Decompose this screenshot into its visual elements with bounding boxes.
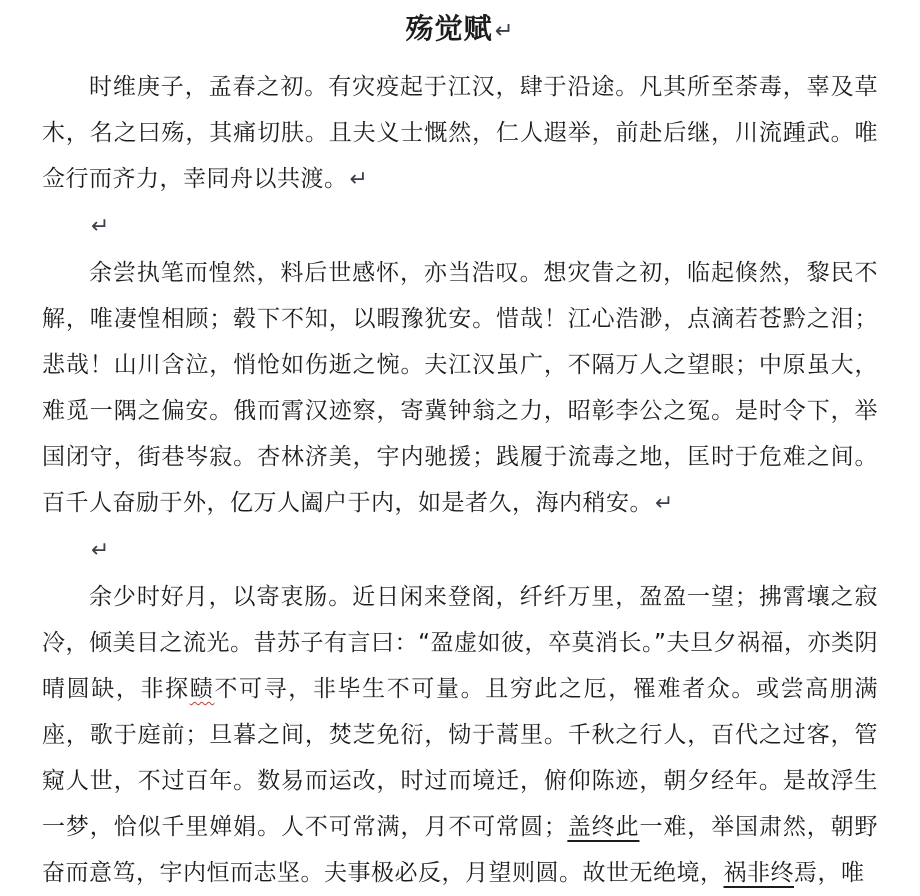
body-text[interactable]: 一难，举国肃然，朝野奋而意笃，宇内恒而志坚。夫事极必反，月望则圆。故世无绝境， [42,814,879,886]
empty-paragraph[interactable] [42,527,878,574]
underlined-text[interactable]: 盖终此 [567,814,640,840]
paragraph[interactable] [42,64,878,203]
paragraph[interactable] [42,574,878,896]
body-text[interactable]: 不可寻，非毕生不可量。且穷此之厄，罹难者众。或尝高朋满座，歌于庭前；旦暮之间，焚芝免衍，恸于蒿里。千秋之行人，百代之过客，管窥人世，不过百年。数易而运改，时过而境迁，俯仰陈迹，朝夕经年。是故浮生一梦，恰似千里婵娟。人不可常满，月不可常圆； [42,676,879,840]
body-text[interactable]: 焉，唯 [794,860,865,886]
paragraph-mark: ↵ [91,538,110,563]
paragraph-mark: ↵ [349,167,369,192]
paragraph-mark: ↵ [494,18,515,44]
paragraph-mark: ↵ [91,214,110,239]
empty-paragraph[interactable] [42,203,878,250]
paragraph-mark: ↵ [655,491,674,516]
body-text[interactable]: 时维庚子，孟春之初。有灾疫起于江汉，肆于沿途。凡其所至荼毒，辜及草木，名之曰殇，其痛切肤。且夫义士慨然，仁人遐举，前赴后继，川流踵武。唯佥行而齐力，幸同舟以共渡。 [42,74,878,192]
document-title [42,8,878,52]
document-body[interactable] [42,64,878,896]
underlined-text[interactable]: 祸非终 [723,860,794,886]
body-text[interactable]: 余尝执笔而惶然，料后世感怀，亦当浩叹。想灾眚之初，临起倏然，黎民不解，唯凄惶相顾；毂下不知，以暇豫犹安。惜哉！江心浩渺，点滴若苍黔之泪；悲哉！山川含泣，悄怆如伤逝之惋。夫江汉虽广，不隔万人之望眼；中原虽大，难觅一隅之偏安。俄而霄汉迹察，寄冀钟翁之力，昭彰李公之冤。是时令下，举国闭守，街巷岑寂。杏林济美，宇内驰援；践履于流毒之地，匡时于危难之间。百千人奋励于外，亿万人阖户于内，如是者久，海内稍安。 [42,260,878,516]
paragraph[interactable] [42,250,878,527]
document-title-text: 殇觉赋 [405,12,493,45]
spellcheck-flagged-text[interactable]: 赜 [189,676,215,702]
body-text[interactable]: 余少时好月，以寄衷肠。近日闲来登阁，纤纤万里，盈盈一望；拂霄壤之寂冷，倾美目之流光。昔苏子有言曰：“盈虚如彼，卒莫消长。”夫旦夕祸福，亦类阴晴圆缺，非探 [42,584,878,702]
